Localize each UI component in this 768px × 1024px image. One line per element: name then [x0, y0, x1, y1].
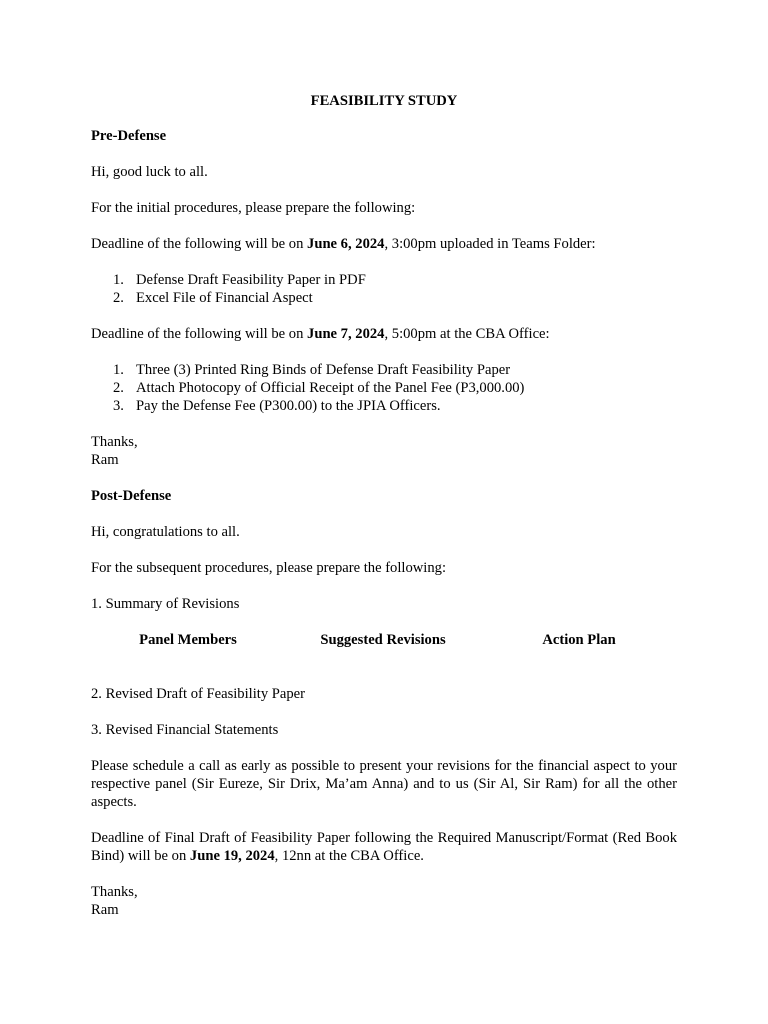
post-defense-signoff: Thanks,	[91, 884, 138, 900]
list-item-number: 1.	[113, 362, 124, 378]
list-item-text: Three (3) Printed Ring Binds of Defense Draft Feasibility Paper	[136, 362, 511, 378]
document-page	[91, 92, 677, 919]
list-item	[91, 271, 677, 289]
list-item	[91, 379, 677, 397]
document-title: FEASIBILITY STUDY	[310, 93, 458, 109]
deadline-2-prefix: Deadline of the following will be on	[91, 326, 308, 342]
post-item-revised-financials: 3. Revised Financial Statements	[91, 722, 279, 738]
pre-defense-signature: Ram	[91, 452, 119, 468]
column-header-panel-members: Panel Members	[139, 632, 237, 648]
final-deadline-date: June 19, 2024	[189, 848, 275, 864]
final-deadline-prefix: Deadline of Final Draft of Feasibility Paper following the Required Manuscript/Format (Red Book Bind) will be on	[91, 830, 677, 864]
final-deadline-paragraph	[91, 829, 677, 865]
list-item-text: Defense Draft Feasibility Paper in PDF	[136, 272, 366, 288]
deadline-1-prefix: Deadline of the following will be on	[91, 236, 308, 252]
final-deadline-suffix: , 12nn at the CBA Office.	[274, 848, 424, 864]
list-item-number: 2.	[113, 380, 124, 396]
pre-defense-greeting: Hi, good luck to all.	[91, 164, 208, 180]
column-header-suggested-revisions: Suggested Revisions	[320, 632, 446, 648]
pre-defense-signoff: Thanks,	[91, 434, 138, 450]
deadline-2-list	[91, 361, 677, 415]
deadline-1-sentence	[91, 235, 677, 253]
list-item	[91, 397, 677, 415]
post-defense-signature: Ram	[91, 902, 119, 918]
post-defense-heading: Post-Defense	[91, 488, 172, 504]
list-item-number: 3.	[113, 398, 124, 414]
post-defense-greeting: Hi, congratulations to all.	[91, 524, 240, 540]
list-item-text: Excel File of Financial Aspect	[136, 290, 313, 306]
deadline-2-date: June 7, 2024	[307, 326, 385, 342]
list-item-number: 2.	[113, 290, 124, 306]
list-item	[91, 361, 677, 379]
list-item-text: Attach Photocopy of Official Receipt of the Panel Fee (P3,000.00)	[136, 380, 525, 396]
list-item-number: 1.	[113, 272, 124, 288]
revisions-table-header	[91, 631, 677, 649]
deadline-1-list	[91, 271, 677, 307]
deadline-2-suffix: , 5:00pm at the CBA Office:	[384, 326, 550, 342]
column-header-action-plan: Action Plan	[542, 632, 616, 648]
pre-defense-intro: For the initial procedures, please prepare the following:	[91, 200, 416, 216]
list-item	[91, 289, 677, 307]
deadline-2-sentence	[91, 325, 677, 343]
post-item-revised-draft: 2. Revised Draft of Feasibility Paper	[91, 686, 305, 702]
deadline-1-suffix: , 3:00pm uploaded in Teams Folder:	[384, 236, 596, 252]
list-item-text: Pay the Defense Fee (P300.00) to the JPIA Officers.	[136, 398, 441, 414]
post-defense-intro: For the subsequent procedures, please prepare the following:	[91, 560, 447, 576]
deadline-1-date: June 6, 2024	[307, 236, 385, 252]
post-item-summary-of-revisions: 1. Summary of Revisions	[91, 596, 240, 612]
schedule-paragraph: Please schedule a call as early as possible to present your revisions for the financial aspect to your respective panel (Sir Eureze, Sir Drix, Ma’am Anna) and to us (Sir Al, Sir Ram) for all the other aspects.	[91, 758, 677, 810]
pre-defense-heading: Pre-Defense	[91, 128, 167, 144]
